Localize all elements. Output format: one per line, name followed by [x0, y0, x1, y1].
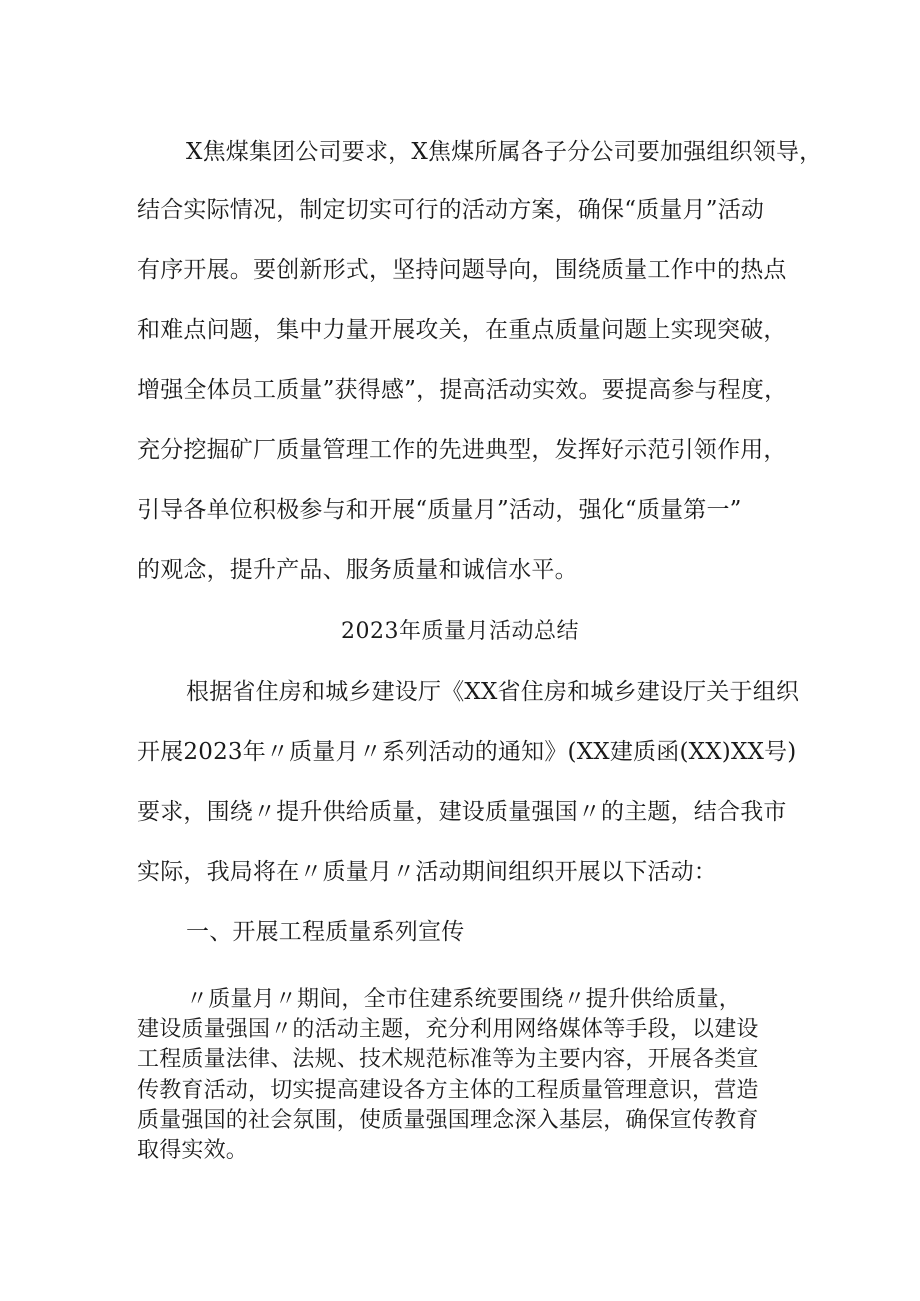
intro-line-7: 引导各单位积极参与和开展“质量月”活动，强化“质量第一” — [137, 497, 742, 523]
summary-line-2: 开展2023年〃质量月〃系列活动的通知》(XX建质函(XX)XX号) — [137, 739, 797, 765]
section-line-5: 质量强国的社会氛围，使质量强国理念深入基层，确保宣传教育 — [137, 1108, 759, 1133]
section-line-3: 工程质量法律、法规、技术规范标准等为主要内容，开展各类宣 — [137, 1047, 759, 1072]
intro-line-3: 有序开展。要创新形式，坚持问题导向，围绕质量工作中的热点 — [137, 257, 787, 283]
section-line-4: 传教育活动，切实提高建设各方主体的工程质量管理意识，营造 — [137, 1078, 759, 1103]
intro-line-6: 充分挖掘矿厂质量管理工作的先进典型，发挥好示范引领作用， — [137, 437, 787, 463]
intro-line-5: 增强全体员工质量”获得感”，提高活动实效。要提高参与程度， — [137, 377, 788, 403]
section-line-2: 建设质量强国〃的活动主题，充分利用网络媒体等手段，以建设 — [137, 1017, 759, 1042]
summary-line-1: 根据省住房和城乡建设厅《XX省住房和城乡建设厅关于组织 — [186, 679, 800, 705]
document-title: 2023年质量月活动总结 — [341, 619, 579, 644]
summary-line-3: 要求，围绕〃提升供给质量，建设质量强国〃的主题，结合我市 — [137, 799, 787, 825]
section-heading: 一、开展工程质量系列宣传 — [186, 919, 465, 945]
section-line-6: 取得实效。 — [137, 1138, 249, 1163]
intro-line-1: X焦煤集团公司要求，X焦煤所属各子分公司要加强组织领导， — [186, 139, 823, 165]
intro-line-4: 和难点问题，集中力量开展攻关，在重点质量问题上实现突破， — [137, 317, 787, 343]
intro-line-2: 结合实际情况，制定切实可行的活动方案，确保“质量月”活动 — [137, 197, 765, 223]
summary-line-4: 实际，我局将在〃质量月〃活动期间组织开展以下活动： — [137, 859, 717, 885]
intro-line-8: 的观念，提升产品、服务质量和诚信水平。 — [137, 557, 578, 583]
section-line-1: 〃质量月〃期间，全市住建系统要围绕〃提升供给质量， — [186, 987, 742, 1012]
